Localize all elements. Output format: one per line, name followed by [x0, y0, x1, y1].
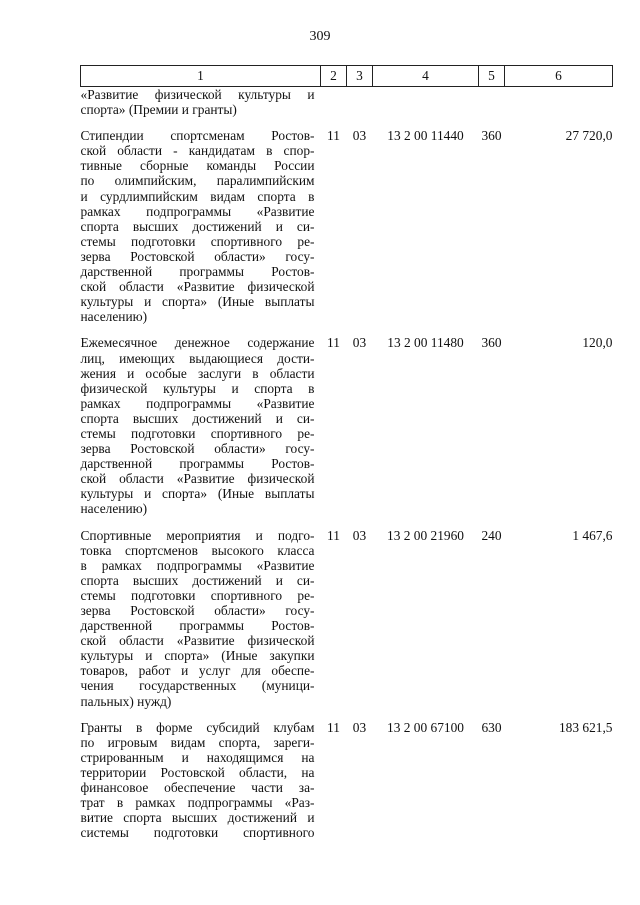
section-code: 11 [327, 719, 340, 735]
description-line: зерва Ростовской области» госу- [80, 248, 315, 264]
row-description [81, 528, 321, 709]
target-article-code: 13 2 00 21960 [387, 527, 464, 543]
amount-value: 183 621,5 [558, 719, 613, 735]
subsection-code: 03 [352, 335, 367, 351]
description-line: зерва Ростовской области» госу- [80, 603, 315, 618]
row-spacer [81, 517, 613, 528]
description-line: стемы подготовки спортивного ре- [80, 233, 315, 249]
row-spacer [81, 117, 613, 128]
amount-value: 1 467,6 [572, 527, 613, 543]
expense-type-code: 240 [481, 527, 502, 543]
description-line: спорта высших достижений и си- [80, 410, 315, 426]
table-row [81, 720, 613, 841]
page-number: 309 [309, 29, 331, 44]
description-line: по олимпийским, паралимпийским [80, 173, 315, 189]
description-line: культуры и спорта» (Иные выплаты [80, 294, 315, 310]
description-line: физической культуры и спорта в [80, 380, 315, 396]
description-line: чения государственных (муници- [80, 678, 315, 694]
description-line: спорта» (Премии и гранты) [80, 102, 237, 118]
description-line: ской области «Развитие физической [80, 633, 315, 649]
description-line: «Развитие физической культуры и [80, 87, 315, 102]
description-line: финансовое обеспечение части за- [80, 780, 315, 796]
description-line: системы подготовки спортивного [80, 825, 315, 841]
subsection-code: 03 [352, 527, 367, 543]
description-line: населению) [80, 501, 148, 517]
row-description [81, 87, 321, 118]
description-line: Спортивные мероприятия и подго- [80, 527, 315, 543]
description-line: дарственной программы Ростов- [80, 264, 315, 280]
row-description [81, 720, 321, 841]
expense-type-code: 360 [481, 128, 502, 144]
table-body [81, 87, 613, 841]
section-code: 11 [327, 527, 340, 543]
target-article-code: 13 2 00 67100 [387, 719, 464, 735]
description-line: территории Ростовской области, на [80, 764, 315, 780]
description-line: стемы подготовки спортивного ре- [80, 425, 315, 441]
target-article-code: 13 2 00 11440 [387, 128, 464, 144]
table-row [81, 528, 613, 709]
section-code [321, 87, 347, 118]
description-line: товка спортсменов высокого класса [80, 542, 315, 558]
description-line: лиц, имеющих выдающиеся дости- [80, 350, 315, 366]
description-line: и сурдлимпийским видам спорта в [80, 188, 315, 204]
amount-value: 27 720,0 [565, 128, 613, 144]
table-row [81, 335, 613, 516]
description-line: культуры и спорта» (Иные выплаты [80, 486, 315, 502]
amount-value [505, 87, 613, 118]
description-line: населению) [80, 309, 148, 325]
description-line: товаров, работ и услуг для обеспе- [80, 663, 315, 679]
subsection-code: 03 [352, 128, 367, 144]
expense-type-code: 360 [481, 335, 502, 351]
description-line: дарственной программы Ростов- [80, 456, 315, 472]
subsection-code: 03 [352, 719, 367, 735]
description-line: зерва Ростовской области» госу- [80, 441, 315, 457]
description-line: жения и особые заслуги в области [80, 365, 315, 381]
description-line: культуры и спорта» (Иные закупки [80, 648, 315, 664]
row-description [81, 128, 321, 324]
header-col-5: 5 [479, 66, 505, 87]
description-line: спорта высших достижений и си- [80, 572, 315, 588]
description-line: рамках подпрограммы «Развитие [80, 203, 315, 219]
table-row [81, 128, 613, 324]
subsection-code [347, 87, 373, 118]
description-line: трат в рамках подпрограммы «Раз- [80, 795, 315, 811]
description-line: дарственной программы Ростов- [80, 618, 315, 634]
header-col-6: 6 [505, 66, 613, 87]
description-line: спорта высших достижений и си- [80, 218, 315, 234]
amount-value: 120,0 [582, 335, 613, 351]
header-col-3: 3 [347, 66, 373, 87]
row-description [81, 335, 321, 516]
target-article-code: 13 2 00 11480 [387, 335, 464, 351]
row-spacer [81, 324, 613, 335]
description-line: пальных) нужд) [80, 693, 172, 709]
target-article-code [373, 87, 479, 118]
section-code: 11 [327, 128, 340, 144]
header-col-1: 1 [81, 66, 321, 87]
description-line: стемы подготовки спортивного ре- [80, 587, 315, 603]
description-line: по игровым видам спорта, зареги- [80, 734, 315, 750]
section-code: 11 [327, 335, 340, 351]
row-spacer [81, 709, 613, 720]
table-row [81, 87, 613, 118]
header-col-2: 2 [321, 66, 347, 87]
header-col-4: 4 [373, 66, 479, 87]
description-line: тивные сборные команды России [80, 158, 315, 174]
description-line: ской области «Развитие физической [80, 471, 315, 487]
header-row [81, 66, 613, 87]
expense-type-code: 630 [481, 719, 502, 735]
description-line: стрированным и находящимся на [80, 749, 315, 765]
description-line: витие спорта высших достижений и [80, 810, 315, 826]
description-line: ской области - кандидатам в спор- [80, 143, 315, 159]
description-line: Ежемесячное денежное содержание [80, 335, 315, 351]
description-line: рамках подпрограммы «Развитие [80, 395, 315, 411]
description-line: в рамках подпрограммы «Развитие [80, 557, 315, 573]
description-line: Гранты в форме субсидий клубам [80, 719, 315, 735]
expense-type-code [479, 87, 505, 118]
description-line: Стипендии спортсменам Ростов- [80, 128, 315, 144]
budget-table [80, 65, 613, 840]
description-line: ской области «Развитие физической [80, 279, 315, 295]
